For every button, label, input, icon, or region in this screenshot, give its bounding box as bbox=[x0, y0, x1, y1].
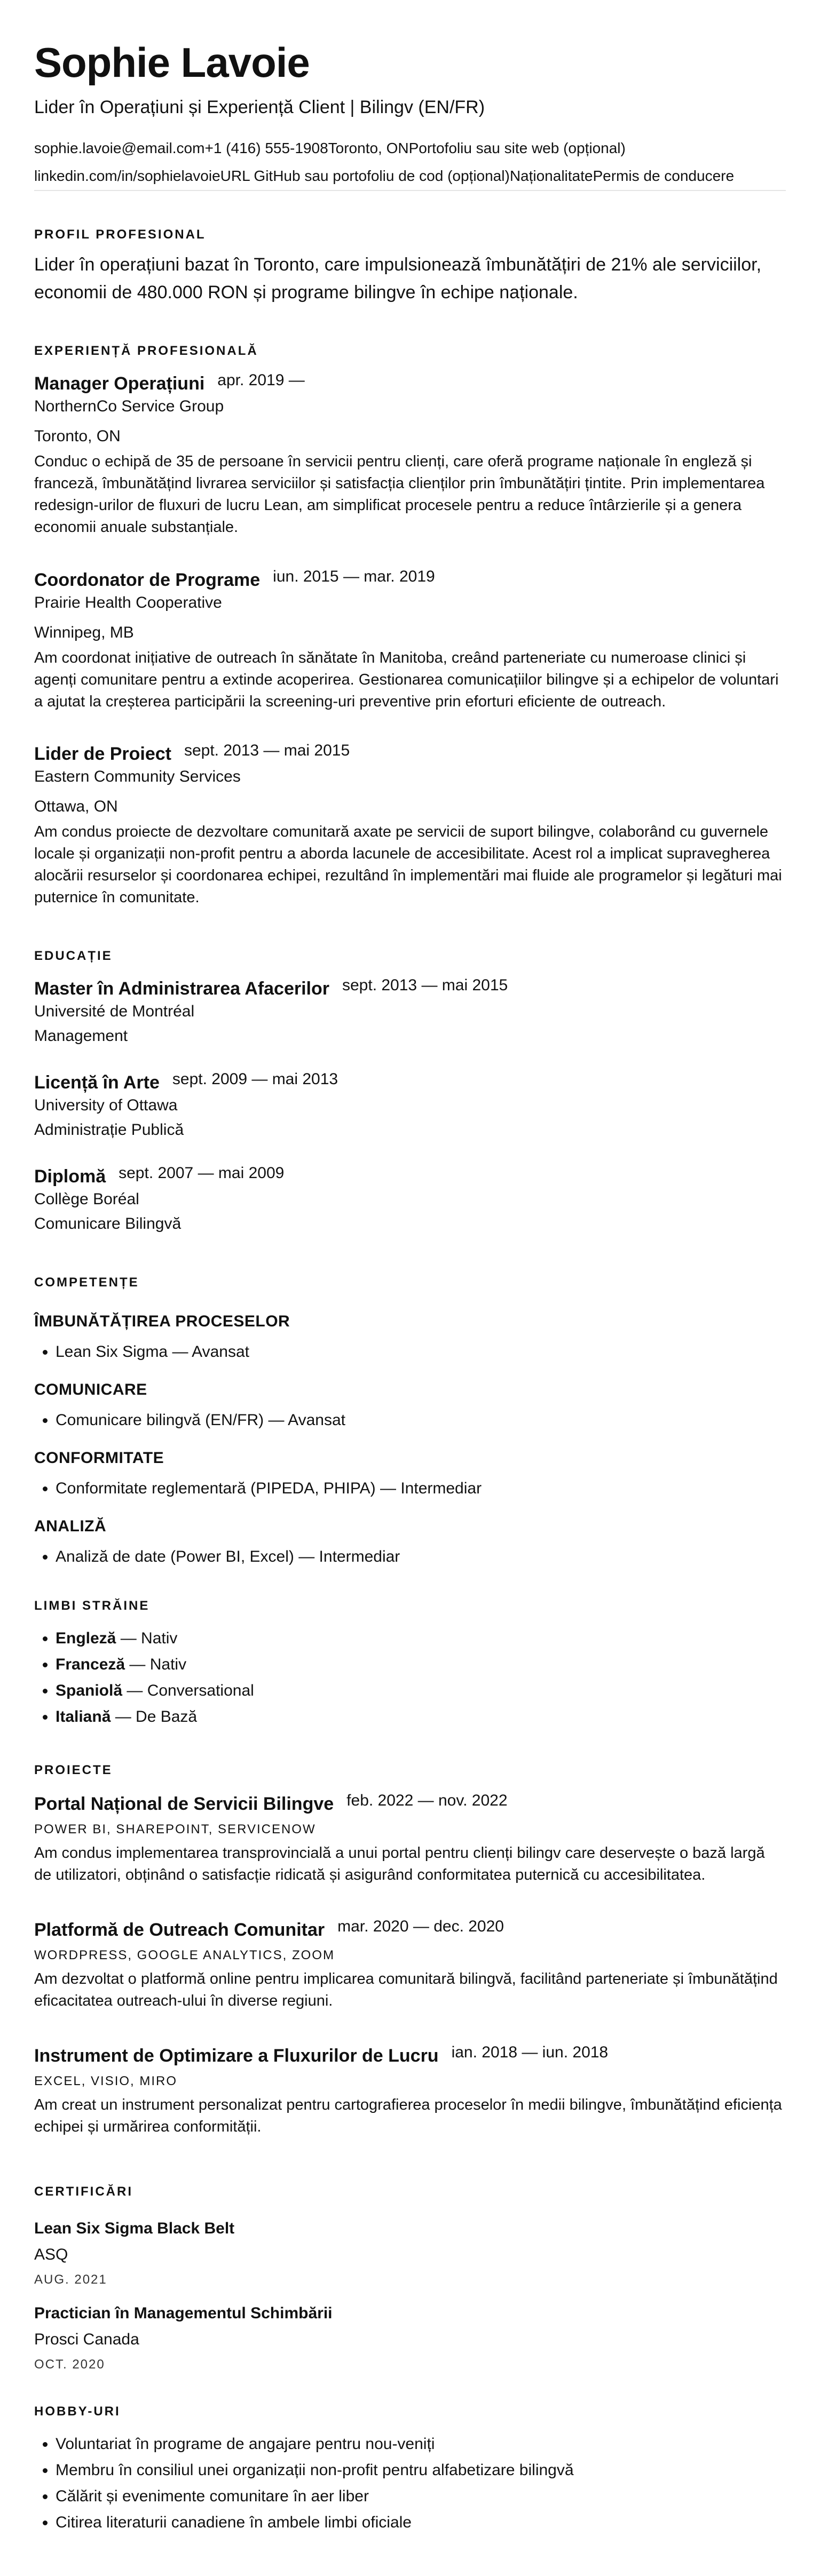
section-title-education: EDUCAȚIE bbox=[34, 949, 113, 963]
experience-company: Prairie Health Cooperative bbox=[34, 594, 222, 611]
project-dates: ian. 2018 — iun. 2018 bbox=[451, 2044, 609, 2061]
contact-line-1 bbox=[34, 140, 626, 157]
skill-list bbox=[34, 1544, 786, 1570]
education-dates: sept. 2007 — mai 2009 bbox=[119, 1164, 285, 1182]
header-divider bbox=[34, 190, 786, 191]
section-title-languages: LIMBI STRĂINE bbox=[34, 1599, 150, 1613]
education-field: Management bbox=[34, 1027, 128, 1045]
education-school: Université de Montréal bbox=[34, 1003, 195, 1020]
project-tech: WORDPRESS, GOOGLE ANALYTICS, ZOOM bbox=[34, 1948, 335, 1962]
project-item bbox=[34, 2046, 786, 2138]
language-list bbox=[34, 1625, 786, 1730]
certification-org: Prosci Canada bbox=[34, 2331, 139, 2348]
language-level: — Conversational bbox=[122, 1682, 254, 1699]
education-degree: Diplomă bbox=[34, 1166, 106, 1187]
resume-name: Sophie Lavoie bbox=[34, 39, 310, 86]
certification-date: OCT. 2020 bbox=[34, 2357, 105, 2372]
skill-category: ÎMBUNĂTĂȚIREA PROCESELOR bbox=[34, 1313, 290, 1330]
hobby-item: • Voluntariat în programe de angajare pentru nou-veniți bbox=[56, 2431, 786, 2457]
skill-category: ANALIZĂ bbox=[34, 1517, 107, 1535]
language-name: Italiană bbox=[56, 1708, 111, 1726]
section-title-projects: PROIECTE bbox=[34, 1763, 113, 1777]
education-item bbox=[34, 976, 786, 1045]
education-dates: sept. 2009 — mai 2013 bbox=[172, 1070, 338, 1088]
hobby-item: • Membru în consiliul unei organizații non-profit pentru alfabetizare bilingvă bbox=[56, 2457, 786, 2483]
language-item bbox=[56, 1677, 786, 1704]
certification-name: Lean Six Sigma Black Belt bbox=[34, 2220, 235, 2237]
project-name: Platformă de Outreach Comunitar bbox=[34, 1920, 325, 1940]
experience-description: Am coordonat inițiative de outreach în sănătate în Manitoba, creând parteneriate cu numeroase clinici și agenți comunitare pentru a extinde acoperirea. Gestionarea comunicațiilor bilingve și a echipelor de voluntari a ajutat la creșterea participării la screening-uri preventive prin eforturi eficiente de outreach. bbox=[34, 649, 779, 710]
experience-item bbox=[34, 373, 786, 538]
education-dates: sept. 2013 — mai 2015 bbox=[342, 976, 508, 994]
section-title-skills: COMPETENȚE bbox=[34, 1275, 139, 1290]
experience-location: Toronto, ON bbox=[34, 427, 121, 445]
education-degree: Master în Administrarea Afacerilor bbox=[34, 979, 329, 999]
skill-list bbox=[34, 1475, 786, 1501]
contact-driving-license: Permis de conducere bbox=[593, 168, 735, 184]
project-dates: feb. 2022 — nov. 2022 bbox=[346, 1792, 508, 1809]
language-level: — Nativ bbox=[125, 1656, 187, 1673]
experience-location: Winnipeg, MB bbox=[34, 624, 134, 641]
contact-nationality: Naționalitate bbox=[509, 168, 593, 184]
certification-org: ASQ bbox=[34, 2246, 68, 2263]
project-tech: EXCEL, VISIO, MIRO bbox=[34, 2074, 178, 2088]
education-school: University of Ottawa bbox=[34, 1096, 178, 1114]
experience-description: Am condus proiecte de dezvoltare comunitară axate pe servicii de suport bilingve, colaborând cu guvernele locale și organizații non-profit pentru a aborda lacunele de accesibilitate. Acest rol a implicat supravegherea alocării resurselor și coordonarea echipei, rezultând în implementări mai fluide ale programelor și legături mai puternice în comunitate. bbox=[34, 823, 782, 906]
contact-phone[interactable]: +1 (416) 555-1908 bbox=[204, 140, 328, 156]
skill-item: • Conformitate reglementară (PIPEDA, PHIPA) — Intermediar bbox=[56, 1475, 786, 1501]
hobby-item: • Călărit și evenimente comunitare în aer liber bbox=[56, 2483, 786, 2509]
contact-linkedin[interactable]: linkedin.com/in/sophielavoie bbox=[34, 168, 220, 184]
section-title-certifications: CERTIFICĂRI bbox=[34, 2184, 133, 2199]
resume-tagline: Lider în Operațiuni și Experiență Client | Bilingv (EN/FR) bbox=[34, 97, 485, 117]
experience-dates: iun. 2015 — mar. 2019 bbox=[273, 568, 435, 585]
experience-item bbox=[34, 570, 786, 713]
education-item bbox=[34, 1072, 786, 1139]
hobby-item: • Citirea literaturii canadiene în ambele limbi oficiale bbox=[56, 2509, 786, 2535]
education-school: Collège Boréal bbox=[34, 1190, 139, 1208]
certification-name: Practician în Managementul Schimbării bbox=[34, 2304, 333, 2322]
section-title-profile: PROFIL PROFESIONAL bbox=[34, 227, 206, 242]
language-name: Spaniolă bbox=[56, 1682, 123, 1699]
language-item bbox=[56, 1704, 786, 1730]
contact-email[interactable]: sophie.lavoie@email.com bbox=[34, 140, 205, 156]
language-item bbox=[56, 1625, 786, 1651]
language-name: Engleză bbox=[56, 1629, 116, 1647]
education-item bbox=[34, 1166, 786, 1233]
hobby-list bbox=[34, 2431, 786, 2535]
profile-summary: Lider în operațiuni bazat în Toronto, care impulsionează îmbunătățiri de 21% ale serviciilor, economii de 480.000 RON și programe bilingve în echipe naționale. bbox=[34, 255, 762, 303]
skill-item: • Lean Six Sigma — Avansat bbox=[56, 1339, 786, 1365]
project-dates: mar. 2020 — dec. 2020 bbox=[337, 1918, 504, 1935]
project-item bbox=[34, 1794, 786, 1886]
experience-role: Lider de Proiect bbox=[34, 744, 171, 764]
skill-item: • Comunicare bilingvă (EN/FR) — Avansat bbox=[56, 1407, 786, 1433]
project-description: Am dezvoltat o platformă online pentru implicarea comunitară bilingvă, facilitând parteneriate și îmbunătățind eficacitatea outreach-ului în diverse regiuni. bbox=[34, 1970, 778, 2009]
experience-dates: sept. 2013 — mai 2015 bbox=[184, 742, 350, 759]
contact-line-2 bbox=[34, 168, 734, 185]
skill-list bbox=[34, 1407, 786, 1433]
experience-role: Manager Operațiuni bbox=[34, 373, 205, 394]
contact-github[interactable]: URL GitHub sau portofoliu de cod (opțional) bbox=[220, 168, 510, 184]
experience-company: NorthernCo Service Group bbox=[34, 397, 224, 415]
skill-category: CONFORMITATE bbox=[34, 1449, 164, 1467]
experience-role: Coordonator de Programe bbox=[34, 570, 261, 590]
education-degree: Licență în Arte bbox=[34, 1072, 160, 1093]
education-field: Comunicare Bilingvă bbox=[34, 1215, 182, 1233]
project-name: Portal Național de Servicii Bilingve bbox=[34, 1794, 334, 1814]
language-item bbox=[56, 1651, 786, 1677]
section-title-hobbies: HOBBY-URI bbox=[34, 2404, 121, 2419]
experience-description: Conduc o echipă de 35 de persoane în servicii pentru clienți, care oferă programe naționale în engleză și franceză, îmbunătățind livrarea serviciilor și satisfacția clienților prin îmbunătățiri țintite. Prin implementarea redesign-urilor de fluxuri de lucru Lean, am simplificat procesele pentru a reduce întârzierile și a genera economii anuale substanțiale. bbox=[34, 453, 765, 536]
skill-list bbox=[34, 1339, 786, 1365]
skill-item: • Analiză de date (Power BI, Excel) — Intermediar bbox=[56, 1544, 786, 1570]
certification-date: AUG. 2021 bbox=[34, 2272, 107, 2287]
education-field: Administrație Publică bbox=[34, 1121, 184, 1139]
language-level: — De Bază bbox=[111, 1708, 198, 1726]
project-tech: POWER BI, SHAREPOINT, SERVICENOW bbox=[34, 1822, 316, 1836]
language-level: — Nativ bbox=[116, 1629, 178, 1647]
experience-location: Ottawa, ON bbox=[34, 798, 118, 815]
experience-item bbox=[34, 744, 786, 909]
section-title-experience: EXPERIENȚĂ PROFESIONALĂ bbox=[34, 344, 258, 358]
experience-company: Eastern Community Services bbox=[34, 768, 241, 785]
language-name: Franceză bbox=[56, 1656, 125, 1673]
project-name: Instrument de Optimizare a Fluxurilor de Lucru bbox=[34, 2046, 439, 2066]
project-description: Am condus implementarea transprovincială a unui portal pentru clienți bilingv care deservește o bază largă de utilizatori, obținând o satisfacție ridicată și asigurând conformitatea puternică cu accesibilitatea. bbox=[34, 1844, 765, 1883]
skill-category: COMUNICARE bbox=[34, 1381, 147, 1398]
project-description: Am creat un instrument personalizat pentru cartografierea proceselor în medii bilingve, îmbunătățind eficiența echipei și urmărirea conformității. bbox=[34, 2096, 782, 2135]
project-item bbox=[34, 1920, 786, 2012]
contact-portfolio[interactable]: Portofoliu sau site web (opțional) bbox=[408, 140, 626, 156]
contact-location: Toronto, ON bbox=[328, 140, 409, 156]
experience-dates: apr. 2019 — bbox=[217, 371, 305, 389]
